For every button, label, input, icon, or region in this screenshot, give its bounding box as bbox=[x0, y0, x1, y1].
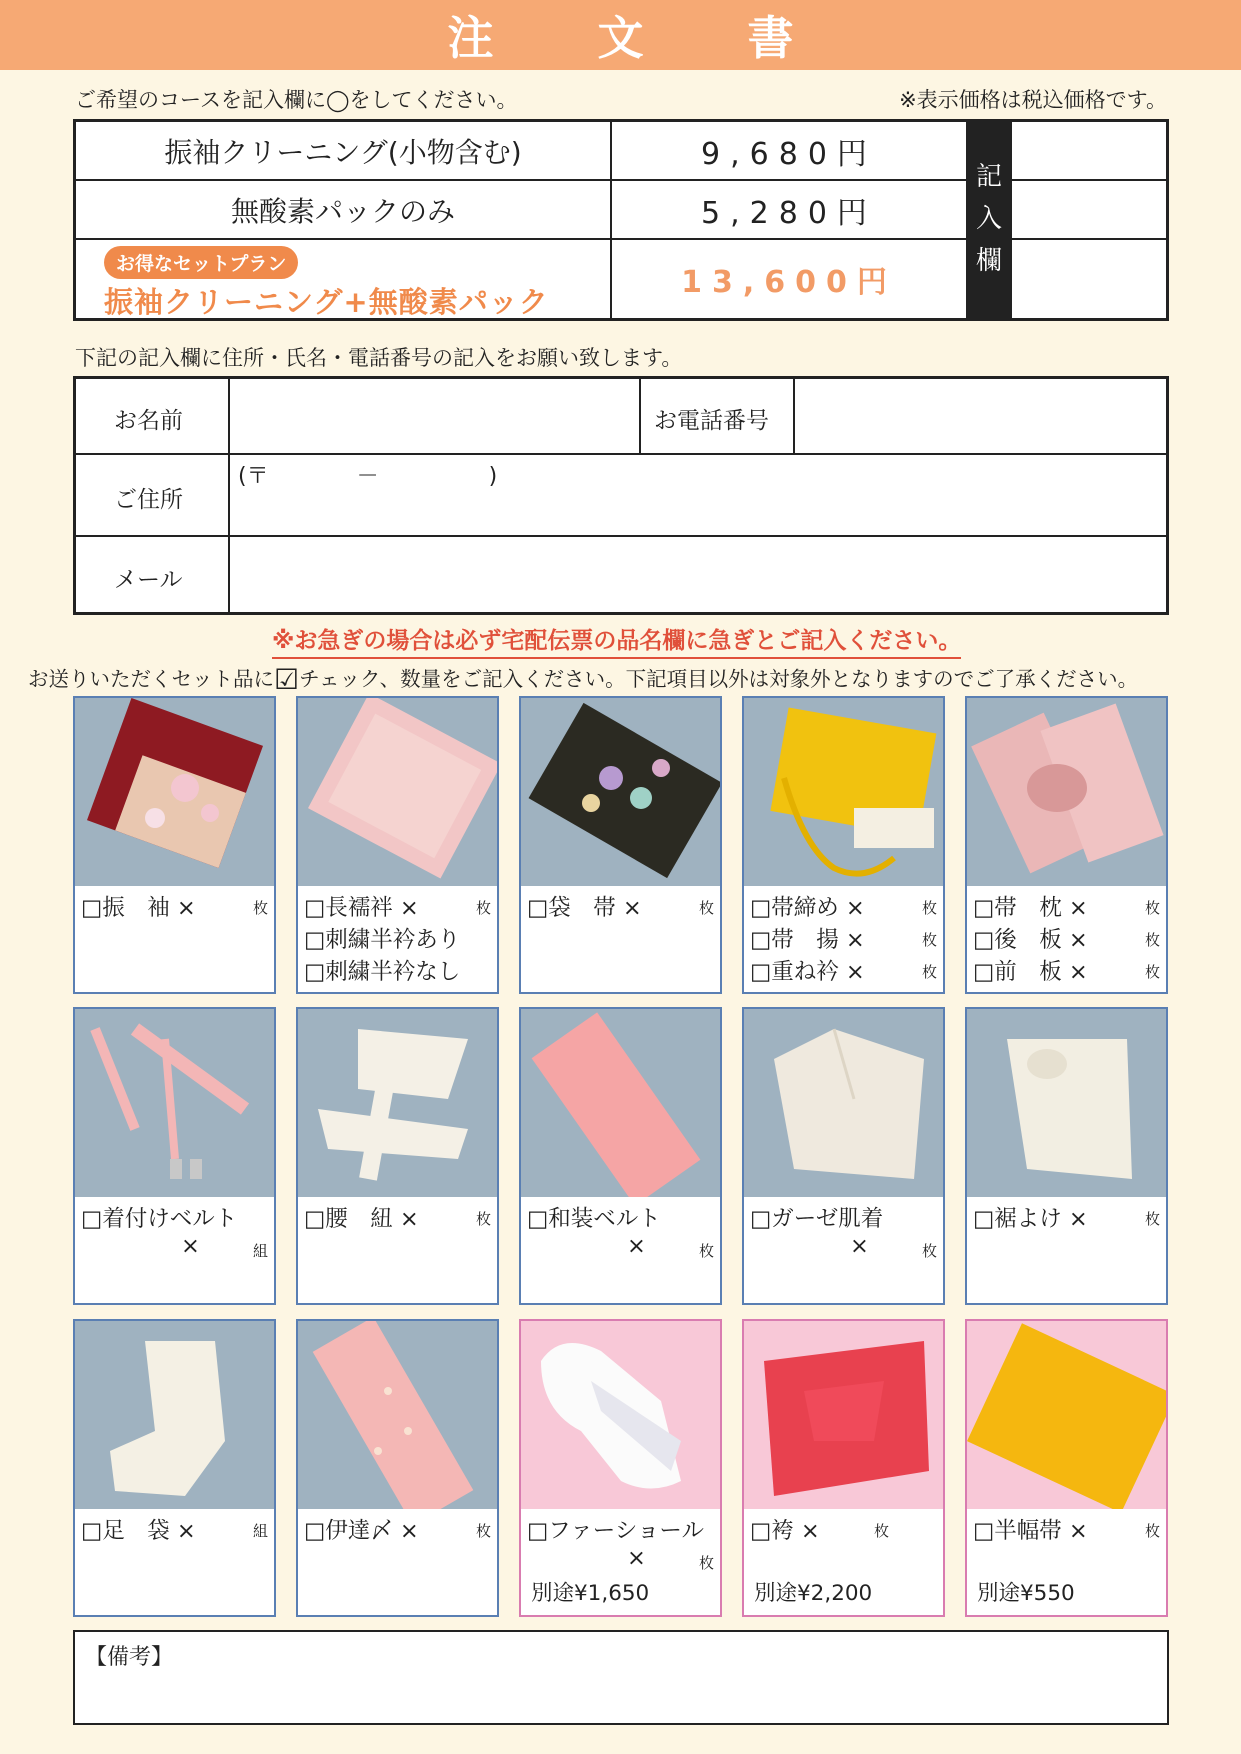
gauze-hadagi-photo bbox=[744, 1009, 943, 1197]
item-label: □刺繍半衿あり bbox=[304, 927, 461, 953]
item-unit: 枚 bbox=[873, 1522, 889, 1540]
entry-column-label bbox=[966, 122, 1012, 318]
item-label: □腰 紐 × bbox=[304, 1206, 419, 1232]
check-instruction bbox=[28, 662, 1139, 696]
item-label: □ガーゼ肌着 bbox=[750, 1206, 884, 1232]
mail-field[interactable] bbox=[232, 539, 1163, 611]
item-card bbox=[296, 696, 499, 994]
item-lines bbox=[527, 1201, 714, 1265]
item-unit: 枚 bbox=[698, 1554, 714, 1572]
item-unit: 枚 bbox=[698, 899, 714, 917]
item-lines bbox=[81, 890, 268, 922]
item-card bbox=[965, 696, 1168, 994]
item-label: □伊達〆 × bbox=[304, 1518, 419, 1544]
item-unit: 組 bbox=[252, 1242, 268, 1260]
item-checkbox-line[interactable] bbox=[750, 1513, 937, 1545]
course-table bbox=[73, 119, 1169, 321]
item-lines bbox=[304, 1513, 491, 1545]
item-unit: 枚 bbox=[1144, 1522, 1160, 1540]
name-field[interactable] bbox=[232, 381, 637, 451]
item-checkbox-line[interactable] bbox=[304, 1513, 491, 1545]
tabi-photo bbox=[75, 1321, 274, 1509]
divider bbox=[228, 379, 230, 612]
divider bbox=[76, 453, 1166, 455]
remarks-box[interactable] bbox=[73, 1630, 1169, 1725]
item-lines bbox=[304, 1201, 491, 1233]
item-checkbox-line[interactable] bbox=[527, 1545, 714, 1577]
item-unit: 組 bbox=[252, 1522, 268, 1540]
item-checkbox-line[interactable] bbox=[81, 1233, 268, 1265]
item-label: □足 袋 × bbox=[81, 1518, 196, 1544]
item-unit: 枚 bbox=[921, 963, 937, 981]
item-checkbox-line[interactable] bbox=[81, 890, 268, 922]
item-unit: 枚 bbox=[475, 1522, 491, 1540]
item-card bbox=[73, 1007, 276, 1305]
item-unit: 枚 bbox=[475, 899, 491, 917]
hakama-photo bbox=[744, 1321, 943, 1509]
item-checkbox-line[interactable] bbox=[750, 922, 937, 954]
address-instruction: 下記の記入欄に住所・氏名・電話番号の記入をお願い致します。 bbox=[75, 346, 683, 370]
item-card bbox=[73, 696, 276, 994]
wasou-belt-photo bbox=[521, 1009, 720, 1197]
item-lines bbox=[750, 1201, 937, 1265]
item-lines bbox=[973, 890, 1160, 986]
item-card bbox=[296, 1007, 499, 1305]
course-row bbox=[76, 181, 966, 240]
item-card bbox=[73, 1319, 276, 1617]
set-plan-price: 13,600円 bbox=[681, 265, 897, 300]
divider bbox=[639, 379, 641, 453]
item-label: □帯 枕 × bbox=[973, 895, 1088, 921]
item-unit: 枚 bbox=[252, 899, 268, 917]
course-instruction: ご希望のコースを記入欄に◯をしてください。 bbox=[75, 88, 518, 112]
kitsuke-belt-photo bbox=[75, 1009, 274, 1197]
set-plan-row bbox=[76, 240, 966, 318]
extra-charge: 別途¥2,200 bbox=[754, 1581, 873, 1606]
item-label: □帯締め × bbox=[750, 895, 865, 921]
entry-label-char: 入 bbox=[975, 204, 1002, 234]
item-card bbox=[742, 1007, 945, 1305]
item-label: □ファーショール bbox=[527, 1518, 704, 1544]
item-checkbox-line[interactable] bbox=[81, 1513, 268, 1545]
koshihimo-photo bbox=[298, 1009, 497, 1197]
obijime-photo bbox=[744, 698, 943, 886]
course-name: 振袖クリーニング(小物含む) bbox=[76, 122, 612, 179]
phone-field[interactable] bbox=[797, 381, 1163, 451]
course-entry-cell[interactable] bbox=[1012, 122, 1166, 181]
item-unit: 枚 bbox=[921, 899, 937, 917]
extra-charge: 別途¥1,650 bbox=[531, 1581, 650, 1606]
item-checkbox-line[interactable] bbox=[973, 1201, 1160, 1233]
item-card bbox=[296, 1319, 499, 1617]
item-label: □刺繍半衿なし bbox=[304, 959, 461, 985]
item-label: □袋 帯 × bbox=[527, 895, 642, 921]
course-price: 5,280円 bbox=[701, 195, 877, 231]
address-field[interactable] bbox=[232, 457, 1163, 533]
item-checkbox-line[interactable] bbox=[973, 954, 1160, 986]
check-instruction-pre: お送りいただくセット品に bbox=[28, 667, 274, 691]
item-label: □長襦袢 × bbox=[304, 895, 419, 921]
item-card bbox=[965, 1319, 1168, 1617]
item-lines bbox=[973, 1513, 1160, 1545]
item-lines bbox=[750, 1513, 937, 1545]
susoyoke-photo bbox=[967, 1009, 1166, 1197]
item-checkbox-line[interactable] bbox=[750, 1201, 937, 1233]
divider bbox=[793, 379, 795, 453]
item-checkbox-line[interactable] bbox=[304, 1201, 491, 1233]
item-checkbox-line[interactable] bbox=[750, 954, 937, 986]
set-plan-badge: お得なセットプラン bbox=[104, 246, 298, 279]
course-row bbox=[76, 122, 966, 181]
item-unit: 枚 bbox=[1144, 931, 1160, 949]
set-plan-cell bbox=[76, 240, 612, 318]
check-instruction-post: チェック、数量をご記入ください。下記項目以外は対象外となりますのでご了承ください。 bbox=[299, 667, 1139, 691]
fur-shawl-photo bbox=[521, 1321, 720, 1509]
item-label: □裾よけ × bbox=[973, 1206, 1088, 1232]
obimakura-photo bbox=[967, 698, 1166, 886]
postal-code-hint: (〒 － ) bbox=[238, 464, 498, 489]
item-lines bbox=[750, 890, 937, 986]
item-label: × bbox=[850, 1233, 869, 1259]
item-label: □重ね衿 × bbox=[750, 959, 865, 985]
item-checkbox-line[interactable] bbox=[81, 1201, 268, 1233]
item-checkbox-line[interactable] bbox=[304, 954, 491, 986]
course-entry-cell[interactable] bbox=[1012, 240, 1166, 318]
item-lines bbox=[973, 1201, 1160, 1233]
item-unit: 枚 bbox=[921, 931, 937, 949]
course-entry-cell[interactable] bbox=[1012, 181, 1166, 240]
item-card bbox=[742, 1319, 945, 1617]
item-card bbox=[965, 1007, 1168, 1305]
urgent-note: ※お急ぎの場合は必ず宅配伝票の品名欄に急ぎとご記入ください。 bbox=[272, 622, 961, 659]
fukuro-obi-photo bbox=[521, 698, 720, 886]
set-plan-name: 振袖クリーニング+無酸素パック bbox=[104, 285, 549, 319]
item-label: □前 板 × bbox=[973, 959, 1088, 985]
name-label: お名前 bbox=[114, 408, 183, 434]
page-title: 注 文 書 bbox=[0, 0, 1241, 70]
item-checkbox-line[interactable] bbox=[304, 922, 491, 954]
item-lines bbox=[527, 1513, 714, 1577]
item-checkbox-line[interactable] bbox=[304, 890, 491, 922]
entry-label-char: 欄 bbox=[975, 246, 1002, 276]
item-label: □振 袖 × bbox=[81, 895, 196, 921]
item-card bbox=[519, 696, 722, 994]
datejime-photo bbox=[298, 1321, 497, 1509]
item-lines bbox=[304, 890, 491, 986]
item-checkbox-line[interactable] bbox=[973, 890, 1160, 922]
remarks-label: 【備考】 bbox=[85, 1645, 174, 1670]
item-label: × bbox=[181, 1233, 200, 1259]
item-label: □後 板 × bbox=[973, 927, 1088, 953]
address-label: ご住所 bbox=[114, 487, 183, 513]
divider bbox=[76, 535, 1166, 537]
item-card bbox=[519, 1319, 722, 1617]
item-unit: 枚 bbox=[1144, 1210, 1160, 1228]
checkbox-icon: ☑ bbox=[274, 663, 300, 696]
item-label: × bbox=[627, 1233, 646, 1259]
entry-label-char: 記 bbox=[975, 162, 1002, 192]
phone-label: お電話番号 bbox=[654, 408, 769, 434]
item-checkbox-line[interactable] bbox=[973, 1513, 1160, 1545]
item-checkbox-line[interactable] bbox=[973, 922, 1160, 954]
item-card bbox=[519, 1007, 722, 1305]
item-lines bbox=[81, 1513, 268, 1545]
item-checkbox-line[interactable] bbox=[527, 1201, 714, 1233]
item-lines bbox=[81, 1201, 268, 1265]
item-label: □袴 × bbox=[750, 1518, 820, 1544]
address-form bbox=[73, 376, 1169, 615]
item-label: □半幅帯 × bbox=[973, 1518, 1088, 1544]
item-label: × bbox=[627, 1545, 646, 1571]
extra-charge: 別途¥550 bbox=[977, 1581, 1075, 1606]
nagajuban-photo bbox=[298, 698, 497, 886]
item-label: □和装ベルト bbox=[527, 1206, 661, 1232]
item-checkbox-line[interactable] bbox=[750, 890, 937, 922]
item-unit: 枚 bbox=[921, 1242, 937, 1260]
hanhaba-obi-photo bbox=[967, 1321, 1166, 1509]
item-card bbox=[742, 696, 945, 994]
item-checkbox-line[interactable] bbox=[527, 890, 714, 922]
course-name: 無酸素パックのみ bbox=[76, 181, 612, 238]
item-checkbox-line[interactable] bbox=[527, 1513, 714, 1545]
item-unit: 枚 bbox=[698, 1242, 714, 1260]
tax-note: ※表示価格は税込価格です。 bbox=[899, 88, 1167, 112]
item-unit: 枚 bbox=[475, 1210, 491, 1228]
item-checkbox-line[interactable] bbox=[750, 1233, 937, 1265]
item-checkbox-line[interactable] bbox=[527, 1233, 714, 1265]
furisode-photo bbox=[75, 698, 274, 886]
item-unit: 枚 bbox=[1144, 963, 1160, 981]
course-price: 9,680円 bbox=[701, 136, 877, 172]
item-lines bbox=[527, 890, 714, 922]
item-label: □帯 揚 × bbox=[750, 927, 865, 953]
item-label: □着付けベルト bbox=[81, 1206, 238, 1232]
mail-label: メール bbox=[114, 567, 183, 593]
item-unit: 枚 bbox=[1144, 899, 1160, 917]
